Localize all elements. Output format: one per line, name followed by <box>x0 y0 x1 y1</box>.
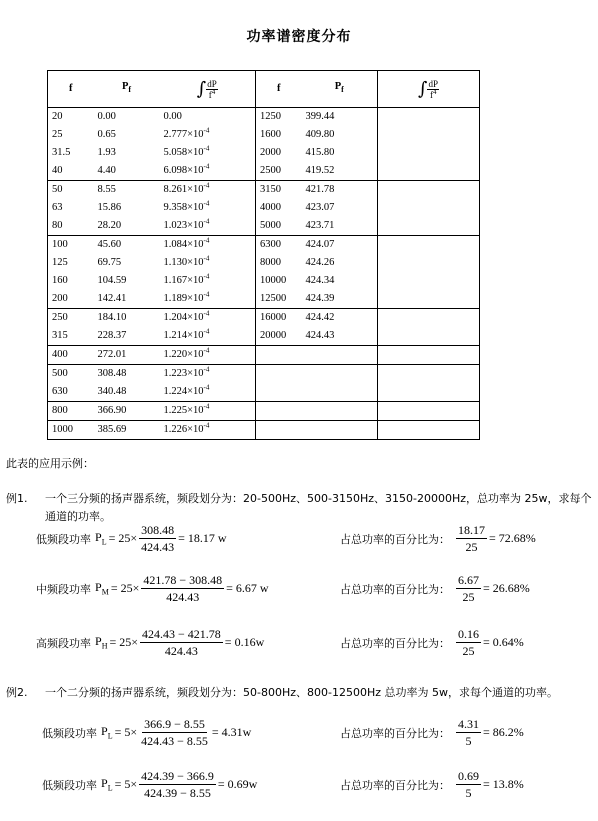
denominator: 424.43 <box>141 540 175 554</box>
cell-integral: $1.224\times 10^{-4}$ <box>160 383 256 402</box>
cell-integral: $9.358\times 10^{-4}$ <box>160 199 256 217</box>
cell-integral: $2.777\times 10^{-4}$ <box>160 126 256 144</box>
cell-pf-right: 409.80 <box>302 126 378 144</box>
numerator: 424.43 − 421.78 <box>142 627 221 641</box>
power-formula <box>42 768 257 801</box>
result: = 18.17 w <box>178 531 227 545</box>
cell-pf-right: 424.43 <box>302 327 378 346</box>
percentage-formula <box>340 522 536 555</box>
example1-text-line2: 通道的功率。 <box>45 510 111 523</box>
power-formula <box>36 522 227 555</box>
numerator: 424.39 − 366.9 <box>141 769 214 783</box>
table-row <box>48 327 480 346</box>
result: = 0.69w <box>217 777 258 791</box>
application-heading: 此表的应用示例： <box>6 457 94 470</box>
cell-f: 40 <box>48 162 94 181</box>
cell-f-right: 1600 <box>260 129 281 140</box>
cell-f-right: 2500 <box>260 165 281 176</box>
formula-label: 中频段功率 <box>36 582 91 596</box>
table-row <box>48 272 480 290</box>
table-row <box>48 365 480 384</box>
fraction <box>139 716 210 749</box>
cell-integral-right <box>378 162 480 181</box>
formula-label: 高频段功率 <box>36 636 91 650</box>
numerator: 18.17 <box>458 523 485 537</box>
psd-table <box>47 70 480 440</box>
coefficient: = 25× <box>109 635 139 649</box>
cell-f: 20 <box>48 108 94 127</box>
cell-f: 80 <box>48 217 94 236</box>
cell-integral-right <box>378 108 480 127</box>
cell-integral: $8.261\times 10^{-4}$ <box>160 181 256 200</box>
example2-label: 例2. <box>6 686 28 699</box>
cell-pf-right <box>302 365 378 384</box>
cell-integral: $1.023\times 10^{-4}$ <box>160 217 256 236</box>
cell-pf: 45.60 <box>94 236 160 255</box>
cell-pf: 385.69 <box>94 421 160 440</box>
cell-f: 31.5 <box>48 144 94 162</box>
cell-f-right: 1250 <box>256 108 302 127</box>
cell-integral-right <box>378 421 480 440</box>
power-formula <box>42 716 251 749</box>
coefficient: = 5× <box>114 725 138 739</box>
coefficient: = 25× <box>110 581 140 595</box>
cell-pf: 228.37 <box>97 330 127 341</box>
denominator: 25 <box>462 590 475 604</box>
cell-f: 800 <box>48 402 94 421</box>
integral-numerator: dP <box>428 78 438 89</box>
cell-pf: 1.93 <box>97 147 116 158</box>
power-variable: $P_L$ <box>95 530 107 547</box>
percentage-label: 占总功率的百分比为： <box>340 582 450 596</box>
cell-f: 400 <box>48 346 94 365</box>
cell-integral-right <box>378 346 480 365</box>
percentage-fraction <box>456 768 481 801</box>
table-row <box>48 108 480 127</box>
cell-f-right: 16000 <box>256 309 302 328</box>
cell-integral-right <box>378 402 480 421</box>
cell-f: 50 <box>48 181 94 200</box>
cell-pf-right: 424.34 <box>302 272 378 290</box>
cell-f: 250 <box>48 309 94 328</box>
cell-integral-right <box>378 309 480 328</box>
cell-integral: $1.084\times 10^{-4}$ <box>160 236 256 255</box>
table-row <box>48 126 480 144</box>
formula-label: 低频段功率 <box>36 532 91 546</box>
numerator: 366.9 − 8.55 <box>144 717 205 731</box>
cell-f-right <box>256 346 302 365</box>
example1-label: 例1. <box>6 492 28 505</box>
cell-f-right: 12500 <box>260 293 287 304</box>
power-variable: $P_H$ <box>95 634 108 651</box>
table-row <box>48 254 480 272</box>
cell-pf-right: 424.26 <box>302 254 378 272</box>
percentage-label: 占总功率的百分比为： <box>340 532 450 546</box>
table-row <box>48 421 480 440</box>
percentage-result: = 0.64% <box>483 635 524 649</box>
fraction <box>139 768 216 801</box>
power-variable: $P_L$ <box>101 776 113 793</box>
numerator: 308.48 <box>141 523 175 537</box>
header-pf-right: $P_f$ <box>302 71 378 108</box>
numerator: 4.31 <box>458 717 479 731</box>
cell-integral: $1.204\times 10^{-4}$ <box>160 309 256 328</box>
integral-header: ∫ $\frac{dP}{f^4}$ <box>378 71 480 108</box>
percentage-label: 占总功率的百分比为： <box>340 726 450 740</box>
percentage-formula <box>340 626 524 659</box>
cell-integral: $6.098\times 10^{-4}$ <box>160 162 256 181</box>
table-row <box>48 162 480 181</box>
denominator: 424.43 <box>166 590 200 604</box>
table-row <box>48 383 480 402</box>
table-row <box>48 402 480 421</box>
table-row <box>48 144 480 162</box>
cell-f-right <box>256 421 302 440</box>
cell-f-right: 5000 <box>260 220 281 231</box>
cell-integral-right <box>378 126 480 144</box>
cell-f-right: 20000 <box>260 330 287 341</box>
percentage-formula <box>340 716 524 749</box>
example1-text-line1: 一个三分频的扬声器系统，频段划分为：20-500Hz、500-3150Hz、3150-20000Hz，总功率为 25w，求每个 <box>45 492 592 505</box>
cell-f: 160 <box>48 272 94 290</box>
cell-pf-right: 424.07 <box>302 236 378 255</box>
cell-f: 25 <box>48 126 94 144</box>
cell-pf-right: 424.39 <box>302 290 378 309</box>
denominator: 424.43 − 8.55 <box>141 734 208 748</box>
cell-f: 125 <box>48 254 94 272</box>
cell-f-right: 8000 <box>260 257 281 268</box>
cell-integral: 0.00 <box>160 108 256 127</box>
cell-integral-right <box>378 254 480 272</box>
denominator: 424.39 − 8.55 <box>144 786 211 800</box>
cell-pf: 308.48 <box>94 365 160 384</box>
header-pf-left: $P_f$ <box>94 71 160 108</box>
coefficient: = 25× <box>108 531 138 545</box>
numerator: 0.69 <box>458 769 479 783</box>
cell-f-right: 2000 <box>260 147 281 158</box>
header-f-right: f <box>256 71 302 108</box>
power-formula <box>36 626 264 659</box>
cell-f: 200 <box>48 290 94 309</box>
percentage-result: = 72.68% <box>489 531 536 545</box>
cell-integral-right <box>378 181 480 200</box>
result: = 0.16w <box>224 635 265 649</box>
denominator: 5 <box>465 786 472 800</box>
cell-integral-right <box>378 383 480 402</box>
cell-integral: $1.220\times 10^{-4}$ <box>160 346 256 365</box>
cell-integral-right <box>378 290 480 309</box>
cell-pf-right <box>302 383 378 402</box>
cell-pf-right: 423.71 <box>302 217 378 236</box>
table-row <box>48 309 480 328</box>
cell-integral-right <box>378 199 480 217</box>
formula-label: 低频段功率 <box>42 726 97 740</box>
cell-integral: $1.214\times 10^{-4}$ <box>160 327 256 346</box>
cell-pf: 15.86 <box>97 202 122 213</box>
cell-f-right: 4000 <box>260 202 281 213</box>
cell-pf: 4.40 <box>97 165 116 176</box>
cell-pf-right <box>302 346 378 365</box>
cell-f-right <box>256 383 302 402</box>
table-row <box>48 346 480 365</box>
result: = 6.67 w <box>226 581 269 595</box>
cell-pf: 184.10 <box>94 309 160 328</box>
percentage-fraction <box>456 572 481 605</box>
cell-pf: 0.00 <box>94 108 160 127</box>
cell-integral: $1.225\times 10^{-4}$ <box>160 402 256 421</box>
header-f-left: f <box>48 71 94 108</box>
integral-header: ∫ $\frac{dP}{f^4}$ <box>160 71 256 108</box>
table-row <box>48 217 480 236</box>
cell-integral-right <box>378 327 480 346</box>
cell-integral-right <box>378 217 480 236</box>
denominator: 25 <box>462 644 475 658</box>
cell-integral-right <box>378 272 480 290</box>
percentage-formula <box>340 572 530 605</box>
result: = 4.31w <box>211 725 252 739</box>
denominator: 5 <box>465 734 472 748</box>
power-formula <box>36 572 269 605</box>
cell-f-right <box>256 365 302 384</box>
percentage-result: = 13.8% <box>483 777 524 791</box>
percentage-fraction <box>456 716 481 749</box>
cell-pf: 8.55 <box>94 181 160 200</box>
percentage-fraction <box>456 626 481 659</box>
cell-f-right: 10000 <box>260 275 287 286</box>
fraction <box>140 626 223 659</box>
cell-pf: 104.59 <box>97 275 127 286</box>
cell-integral: $1.223\times 10^{-4}$ <box>160 365 256 384</box>
cell-f-right: 6300 <box>256 236 302 255</box>
cell-pf-right <box>302 421 378 440</box>
percentage-label: 占总功率的百分比为： <box>340 778 450 792</box>
integral-numerator: dP <box>207 78 217 89</box>
cell-integral: $1.130\times 10^{-4}$ <box>160 254 256 272</box>
percentage-label: 占总功率的百分比为： <box>340 636 450 650</box>
cell-pf: 69.75 <box>97 257 122 268</box>
denominator: 424.43 <box>164 644 198 658</box>
cell-pf-right: 424.42 <box>302 309 378 328</box>
cell-f: 315 <box>48 327 94 346</box>
cell-integral-right <box>378 365 480 384</box>
cell-integral-right <box>378 144 480 162</box>
formula-label: 低频段功率 <box>42 778 97 792</box>
table-row <box>48 236 480 255</box>
table-row <box>48 181 480 200</box>
cell-integral: $1.167\times 10^{-4}$ <box>160 272 256 290</box>
cell-f: 630 <box>48 383 94 402</box>
percentage-formula <box>340 768 524 801</box>
numerator: 421.78 − 308.48 <box>143 573 223 587</box>
cell-pf: 272.01 <box>94 346 160 365</box>
cell-pf: 142.41 <box>97 293 127 304</box>
numerator: 6.67 <box>458 573 479 587</box>
cell-pf-right: 423.07 <box>302 199 378 217</box>
table-row <box>48 290 480 309</box>
cell-f: 63 <box>48 199 94 217</box>
cell-f-right <box>256 402 302 421</box>
fraction <box>139 522 176 555</box>
percentage-result: = 26.68% <box>483 581 530 595</box>
coefficient: = 5× <box>114 777 138 791</box>
integral-denominator: $f^4$ <box>208 87 216 100</box>
cell-integral: $1.189\times 10^{-4}$ <box>160 290 256 309</box>
cell-integral-right <box>378 236 480 255</box>
percentage-result: = 86.2% <box>483 725 524 739</box>
cell-pf-right: 421.78 <box>302 181 378 200</box>
cell-pf: 28.20 <box>97 220 122 231</box>
cell-f: 500 <box>48 365 94 384</box>
power-variable: $P_M$ <box>95 580 109 597</box>
cell-f: 1000 <box>48 421 94 440</box>
cell-pf-right: 399.44 <box>302 108 378 127</box>
table-row <box>48 199 480 217</box>
cell-pf: 340.48 <box>97 386 127 397</box>
cell-pf: 366.90 <box>94 402 160 421</box>
integral-denominator: $f^4$ <box>429 87 437 100</box>
power-variable: $P_L$ <box>101 724 113 741</box>
cell-pf: 0.65 <box>97 129 116 140</box>
percentage-fraction <box>456 522 487 555</box>
denominator: 25 <box>465 540 478 554</box>
cell-f: 100 <box>48 236 94 255</box>
fraction <box>141 572 224 605</box>
cell-f-right: 3150 <box>256 181 302 200</box>
cell-integral: $5.058\times 10^{-4}$ <box>160 144 256 162</box>
page-title: 功率谱密度分布 <box>246 29 352 45</box>
cell-pf-right <box>302 402 378 421</box>
numerator: 0.16 <box>458 627 479 641</box>
cell-pf-right: 415.80 <box>302 144 378 162</box>
cell-pf-right: 419.52 <box>302 162 378 181</box>
example2-text-line1: 一个二分频的扬声器系统，频段划分为：50-800Hz、800-12500Hz 总功率为 5w，求每个通道的功率。 <box>45 686 558 699</box>
cell-integral: $1.226\times 10^{-4}$ <box>160 421 256 440</box>
